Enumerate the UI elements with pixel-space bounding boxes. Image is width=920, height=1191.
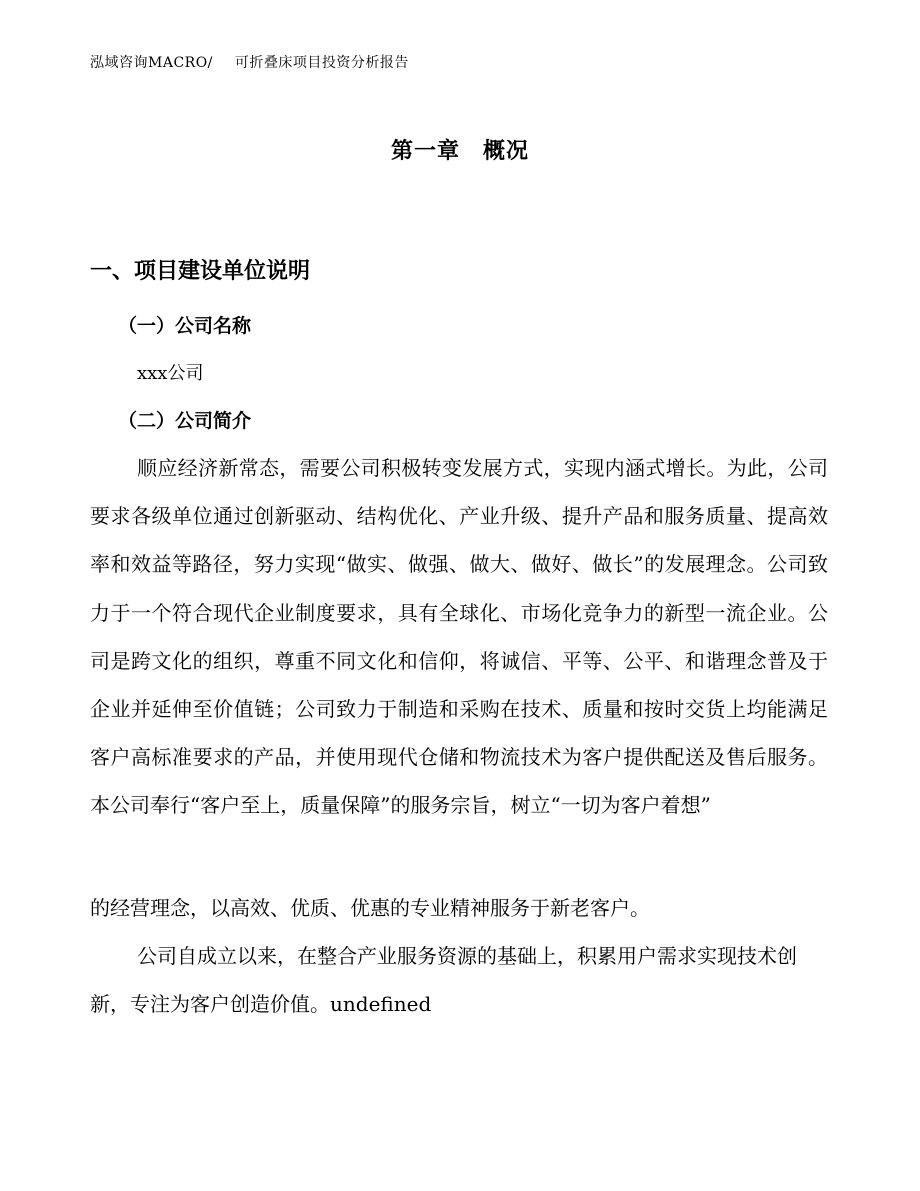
header-company: 泓域咨询MACRO/ bbox=[90, 55, 213, 71]
header-report-title: 可折叠床项目投资分析报告 bbox=[234, 55, 409, 71]
subsection-company-intro-heading: （二）公司简介 bbox=[118, 410, 252, 432]
subsection-company-name-heading: （一）公司名称 bbox=[118, 315, 252, 337]
company-history-paragraph: 公司自成立以来，在整合产业服务资源的基础上，积累用户需求实现技术创新，专注为客户创造价值。undefined bbox=[90, 944, 797, 1017]
company-intro-paragraph-tail: 的经营理念，以高效、优质、优惠的专业精神服务于新老客户。 bbox=[90, 896, 650, 920]
company-name-text: xxx公司 bbox=[137, 363, 204, 384]
chapter-title: 第一章 概况 bbox=[390, 139, 529, 164]
page-header bbox=[90, 52, 431, 72]
company-intro-paragraph: 顺应经济新常态，需要公司积极转变发展方式，实现内涵式增长。为此，公司要求各级单位通过创新驱动、结构优化、产业升级、提升产品和服务质量、提高效率和效益等路径，努力实现“做实、做强、做大、做好、做长”的发展理念。公司致力于一个符合现代企业制度要求，具有全球化、市场化竞争力的新型一流企业。公司是跨文化的组织，尊重不同文化和信仰，将诚信、平等、公平、和谐理念普及于企业并延伸至价值链；公司致力于制造和采购在技术、质量和按时交货上均能满足客户高标准要求的产品，并使用现代仓储和物流技术为客户提供配送及售后服务。本公司奉行“客户至上，质量保障”的服务宗旨，树立“一切为客户着想” bbox=[90, 456, 828, 818]
section-heading: 一、项目建设单位说明 bbox=[90, 259, 311, 284]
